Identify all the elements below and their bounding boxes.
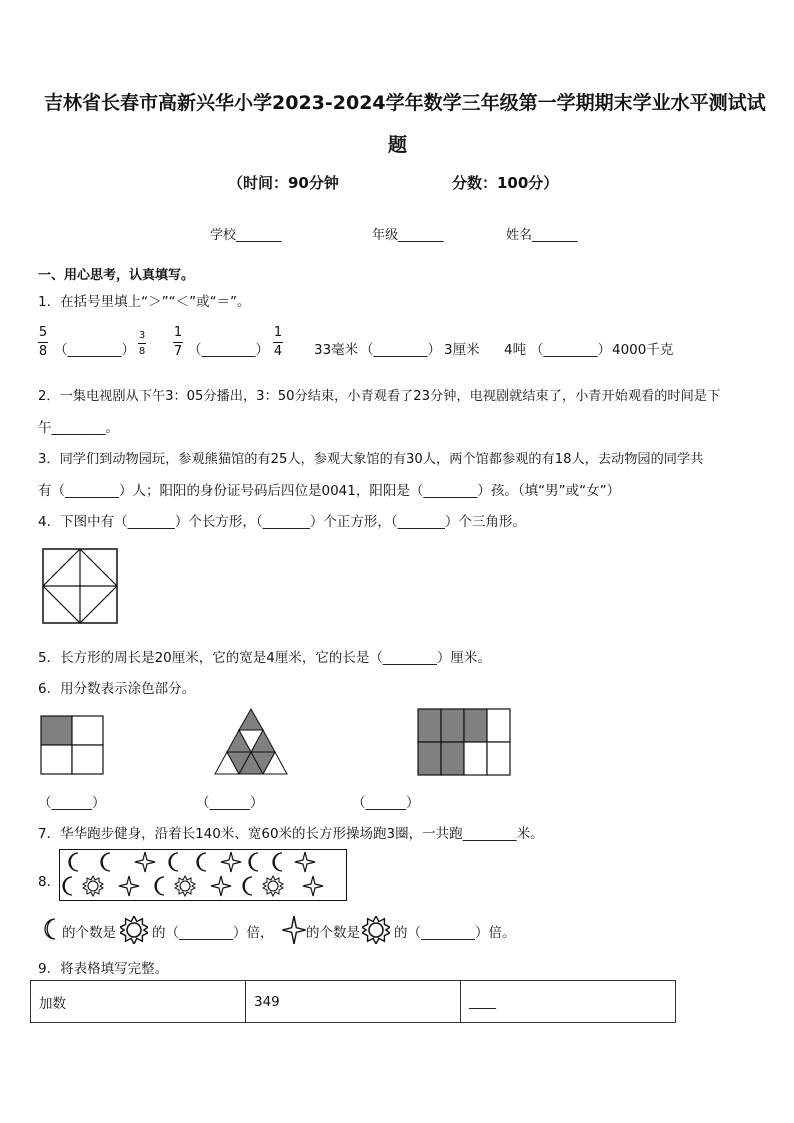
q1-item3-right: 3厘米 [444, 342, 480, 358]
q4-square-figure [42, 548, 118, 624]
fraction-1-4 [273, 326, 283, 359]
q1-blank-3[interactable]: （________） [360, 342, 441, 358]
grade-field[interactable]: 年级_______ [372, 228, 444, 243]
exam-score: 分数：100分） [452, 174, 559, 192]
table-cell-value: 349 [246, 981, 461, 1023]
question-5: 5．长方形的周长是20厘米，它的宽是4厘米，它的长是（________）厘米。 [38, 650, 491, 666]
sun-icon [120, 916, 148, 944]
table-cell-header: 加数 [31, 981, 246, 1023]
denominator: 7 [173, 344, 183, 359]
table-row [31, 981, 676, 1023]
name-field[interactable]: 姓名_______ [506, 228, 578, 243]
star-icon [282, 916, 306, 944]
denominator: 8 [38, 344, 48, 359]
q1-item4-left: 4吨 [504, 342, 527, 358]
question-8-label: 8． [38, 874, 61, 890]
sun-icon [362, 916, 390, 944]
q1-item4-right: 4000千克 [612, 342, 674, 358]
question-7: 7．华华跑步健身，沿着长140米、宽60米的长方形操场跑3圈，一共跑________米。 [38, 826, 544, 842]
q6-figure-rectangle [417, 708, 513, 778]
q1-blank-4[interactable]: （________） [530, 342, 611, 358]
school-field[interactable]: 学校_______ [210, 228, 282, 243]
question-2-line1: 2．一集电视剧从下午3：05分播出，3：50分结束，小青观看了23分钟，电视剧就结束了，小青开始观看的时间是下 [38, 389, 721, 404]
question-3-line1: 3．同学们到动物园玩，参观熊猫馆的有25人，参观大象馆的有30人，两个馆都参观的有18人，去动物园的同学共 [38, 452, 704, 467]
question-4: 4．下图中有（_______）个长方形，（_______）个正方形，（_______）个三角形。 [38, 514, 526, 530]
document-title-line1: 吉林省长春市高新兴华小学2023-2024学年数学三年级第一学期期末学业水平测试试 [44, 92, 766, 114]
numerator: 1 [273, 325, 283, 340]
q8-text-3: 的个数是 [306, 925, 360, 941]
numerator: 1 [173, 325, 183, 340]
question-3-line2: 有（________）人；阳阳的身份证号码后四位是0041，阳阳是（________）孩。（填“男”或“女”） [38, 483, 621, 499]
q6-blank-1[interactable]: （______） [38, 795, 106, 811]
q6-figure-square [40, 715, 106, 777]
document-title-line2: 题 [388, 134, 408, 156]
question-2-line2: 午________。 [38, 420, 119, 436]
q6-blank-2[interactable]: （______） [196, 795, 264, 811]
fraction-3-8 [138, 330, 146, 357]
q8-blank-2[interactable]: 的（________）倍。 [394, 925, 516, 941]
numerator: 5 [38, 325, 48, 340]
denominator: 8 [138, 346, 146, 357]
q9-table [30, 980, 676, 1023]
fraction-1-7 [173, 326, 183, 359]
q8-blank-1[interactable]: 的（________）倍， [152, 925, 274, 941]
numerator: 3 [138, 330, 146, 341]
exam-time: （时间：90分钟 [228, 174, 339, 192]
section-heading: 一、用心思考，认真填写。 [38, 268, 195, 283]
moon-icon [44, 918, 62, 940]
question-9: 9．将表格填写完整。 [38, 961, 169, 977]
q1-blank-1[interactable]: （________） [54, 342, 135, 358]
q6-figure-triangle [211, 707, 291, 777]
q8-icon-box [59, 849, 347, 901]
q1-item3-left: 33毫米 [314, 342, 359, 358]
q1-blank-2[interactable]: （________） [188, 342, 269, 358]
q6-blank-3[interactable]: （______） [352, 795, 420, 811]
q8-text-1: 的个数是 [62, 925, 116, 941]
denominator: 4 [273, 344, 283, 359]
table-cell-blank[interactable]: ____ [461, 981, 676, 1023]
question-6: 6．用分数表示涂色部分。 [38, 681, 196, 697]
fraction-5-8 [38, 326, 48, 359]
question-1: 1．在括号里填上“＞”“＜”或“＝”。 [38, 294, 251, 310]
